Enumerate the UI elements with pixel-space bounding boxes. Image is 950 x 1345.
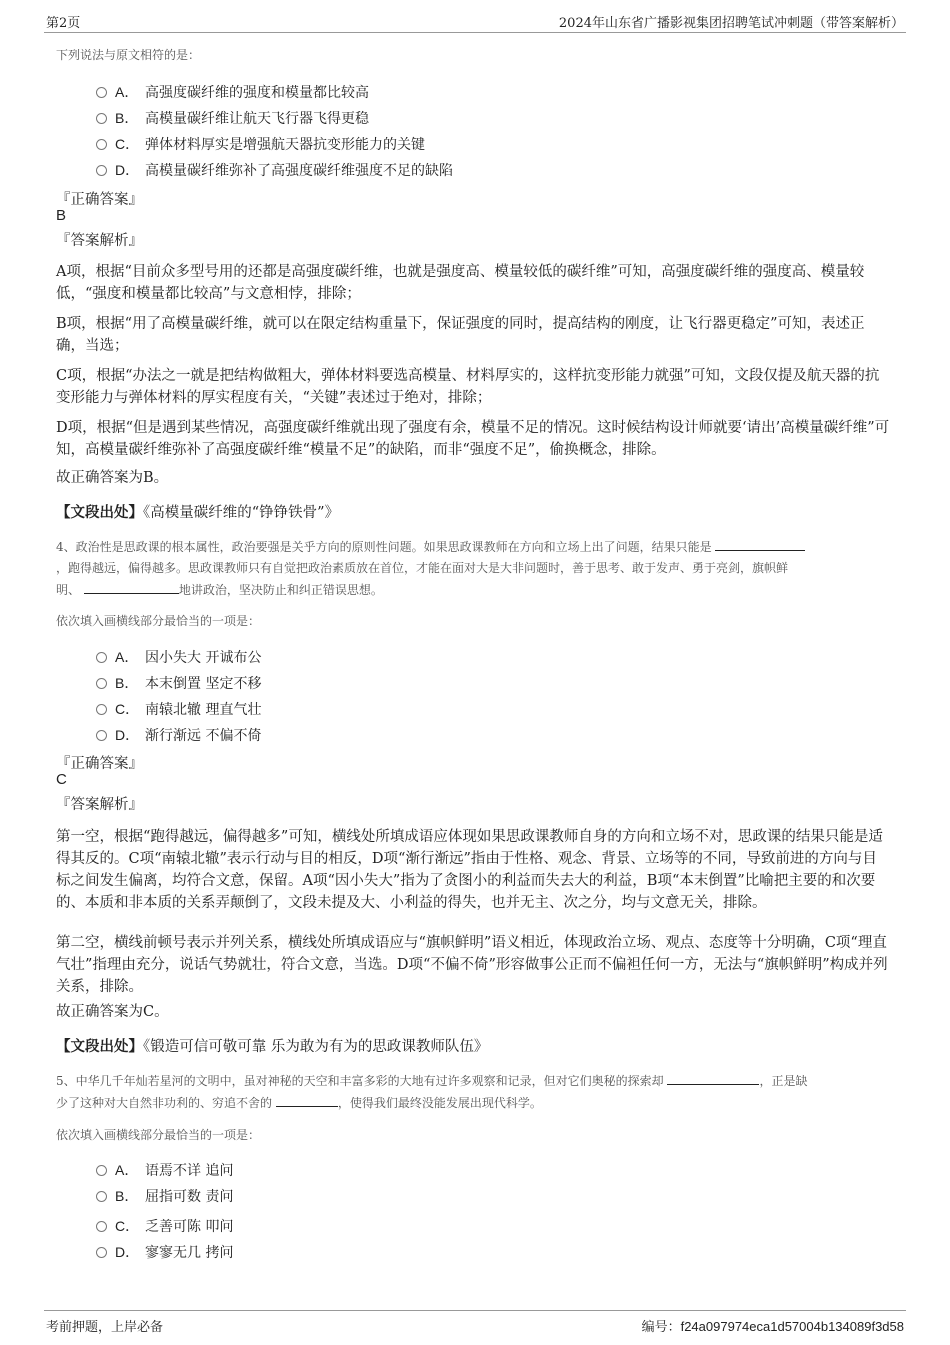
radio-icon[interactable] (96, 165, 107, 176)
source-label: 【文段出处】 (56, 504, 143, 521)
radio-icon[interactable] (96, 704, 107, 715)
radio-icon[interactable] (96, 1221, 107, 1232)
document-title: 2024年山东省广播影视集团招聘笔试冲刺题（带答案解析） (558, 16, 904, 31)
radio-icon[interactable] (96, 1191, 107, 1202)
q4-option-b[interactable]: B． 本末倒置 坚定不移 (96, 673, 261, 693)
q3-prompt: 下列说法与原文相符的是： (56, 48, 201, 62)
q3-option-a[interactable]: A． 高强度碳纤维的强度和模量都比较高 (96, 82, 369, 102)
q3-conclusion: 故正确答案为B。 (56, 470, 169, 486)
page-header (44, 12, 906, 33)
source-title: 《高模量碳纤维的“铮铮铁骨”》 (143, 505, 340, 521)
radio-icon[interactable] (96, 730, 107, 741)
q5-stem: 5、中华几千年灿若星河的文明中，虽对神秘的天空和丰富多彩的大地有过许多观察和记录，但对它们奥秘的探索却 ，正是缺 少了这种对大自然非功利的、穷追不舍的 ，使得我们最终没能发展出现代科学。 (56, 1070, 891, 1114)
q4-answer-label: 『正确答案』 (56, 756, 143, 772)
radio-icon[interactable] (96, 1247, 107, 1258)
q4-blank-2 (84, 579, 179, 594)
source-label: 【文段出处】 (56, 1038, 143, 1055)
radio-icon[interactable] (96, 139, 107, 150)
q5-option-c[interactable]: C． 乏善可陈 叩问 (96, 1216, 233, 1236)
q4-analysis-1: 第一空，根据“跑得越远，偏得越多”可知，横线处所填成语应体现如果思政课教师自身的方向和立场不对，思政课的结果只能是适得其反的。C项“南辕北辙”表示行动与目的相反，D项“渐行渐远”指由于性格、观念、背景、立场等的不同，导致前进的方向与目标之间发生偏离，均符合文意，保留。A项“因小失大”指为了贪图小的利益而失去大的利益，B项“本末倒置”比喻把主要的和次要的、本质和非本质的关系弄颠倒了，文段未提及大、小利益的得失，也并无主、次之分，均与文意无关，排除。 (56, 829, 883, 911)
source-title: 《锻造可信可敬可靠 乐为敢为有为的思政课教师队伍》 (143, 1039, 489, 1055)
q3-option-b[interactable]: B． 高模量碳纤维让航天飞行器飞得更稳 (96, 108, 369, 128)
q4-analysis-2: 第二空，横线前顿号表示并列关系，横线处所填成语应与“旗帜鲜明”语义相近，体现政治立场、观点、态度等十分明确，C项“理直气壮”指理由充分，说话气势就壮，符合文意，当选。D项“不偏不倚”形容做事公正而不偏袒任何一方，无法与“旗帜鲜明”构成并列关系，排除。 (56, 935, 888, 995)
q4-source (56, 1035, 488, 1056)
q5-option-a[interactable]: A． 语焉不详 追问 (96, 1160, 233, 1180)
q5-blank-2 (276, 1092, 338, 1107)
radio-icon[interactable] (96, 678, 107, 689)
q5-prompt: 依次填入画横线部分最恰当的一项是： (56, 1128, 261, 1142)
q3-analysis-c: C项，根据“办法之一就是把结构做粗大，弹体材料要选高模量、材料厚实的，这样抗变形能力就强”可知，文段仅提及航天器的抗变形能力与弹体材料的厚实程度有关，“关键”表述过于绝对，排除； (56, 368, 880, 406)
q3-analysis-d: D项，根据“但是遇到某些情况，高强度碳纤维就出现了强度有余，模量不足的情况。这时候结构设计师就要‘请出’高模量碳纤维”可知，高模量碳纤维弥补了高强度碳纤维“模量不足”的缺陷，而非“强度不足”，偷换概念，排除。 (56, 420, 890, 458)
document-code: 编号：f24a097974eca1d57004b134089f3d58 (641, 1319, 904, 1335)
q4-option-d[interactable]: D． 渐行渐远 不偏不倚 (96, 725, 261, 745)
q3-option-d[interactable]: D． 高模量碳纤维弥补了高强度碳纤维强度不足的缺陷 (96, 160, 453, 180)
radio-icon[interactable] (96, 87, 107, 98)
q5-blank-1 (667, 1070, 759, 1085)
q4-conclusion: 故正确答案为C。 (56, 1004, 169, 1020)
radio-icon[interactable] (96, 113, 107, 124)
q5-option-b[interactable]: B． 屈指可数 责问 (96, 1186, 233, 1206)
q3-analysis-a: A项，根据“目前众多型号用的还都是高强度碳纤维，也就是强度高、模量较低的碳纤维”可知，高强度碳纤维的强度高、模量较低，“强度和模量都比较高”与文意相悖，排除； (56, 264, 865, 302)
q3-answer-label: 『正确答案』 (56, 192, 143, 208)
q3-source (56, 501, 339, 522)
q5-option-d[interactable]: D． 寥寥无几 拷问 (96, 1242, 233, 1262)
q4-blank-1 (715, 536, 805, 551)
q4-option-a[interactable]: A． 因小失大 开诚布公 (96, 647, 261, 667)
q3-answer: B (56, 207, 67, 224)
footer-slogan: 考前押题，上岸必备 (46, 1320, 164, 1335)
q3-analysis-b: B项，根据“用了高模量碳纤维，就可以在限定结构重量下，保证强度的同时，提高结构的刚度，让飞行器更稳定”可知，表述正确，当选； (56, 316, 865, 354)
q4-analysis-label: 『答案解析』 (56, 797, 143, 813)
q4-stem: 4、政治性是思政课的根本属性，政治要强是关乎方向的原则性问题。如果思政课教师在方向和立场上出了问题，结果只能是 ，跑得越远，偏得越多。思政课教师只有自觉把政治素质放在首位，才能在面对大是大非问题时，善于思考、敢于发声、勇于亮剑，旗帜鲜 明、 地讲政治，坚决防止和纠正错误思想。 (56, 536, 886, 601)
radio-icon[interactable] (96, 1165, 107, 1176)
q4-option-c[interactable]: C． 南辕北辙 理直气壮 (96, 699, 261, 719)
page-number: 第2页 (46, 16, 81, 31)
q4-answer: C (56, 771, 67, 788)
radio-icon[interactable] (96, 652, 107, 663)
q3-analysis-label: 『答案解析』 (56, 233, 143, 249)
q4-prompt: 依次填入画横线部分最恰当的一项是： (56, 614, 261, 628)
page-footer (44, 1310, 906, 1333)
q3-option-c[interactable]: C． 弹体材料厚实是增强航天器抗变形能力的关键 (96, 134, 425, 154)
